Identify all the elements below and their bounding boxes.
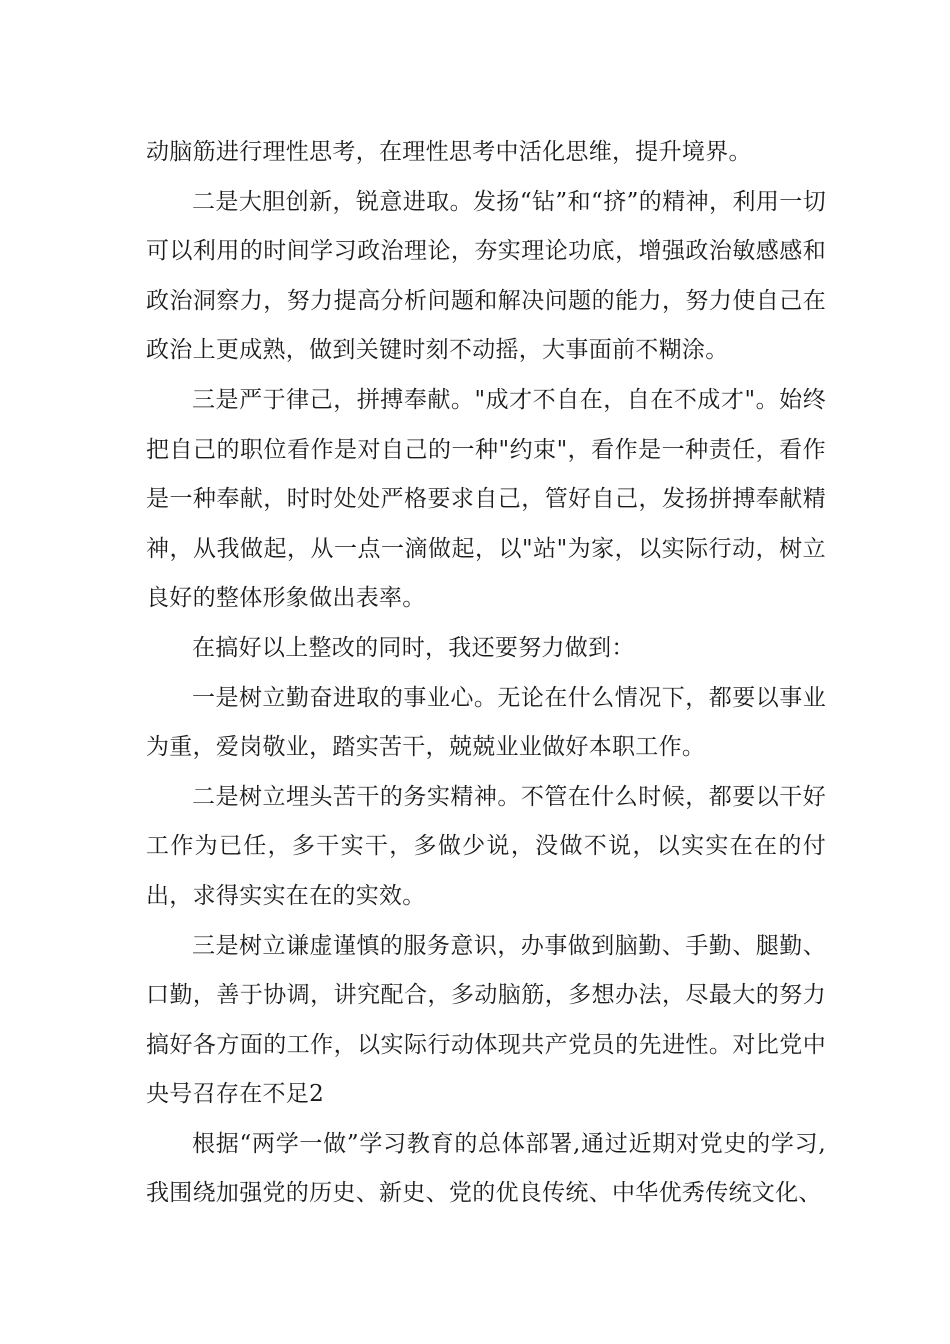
paragraph-1: 动脑筋进行理性思考，在理性思考中活化思维，提升境界。 [146, 139, 752, 165]
paragraph-2: 二是大胆创新，锐意进取。发扬“钻”和“挤”的精神，利用一切可以利用的时间学习政治理论，夯实理论功底，增强政治敏感感和政治洞察力，努力提高分析问题和解决问题的能力，努力使自己在政治上更成熟，做到关键时刻不动摇，大事面前不糊涂。 [146, 188, 826, 364]
paragraph-7: 三是树立谦虚谨慎的服务意识，办事做到脑勤、手勤、腿勤、口勤，善于协调，讲究配合，多动脑筋，多想办法，尽最大的努力搞好各方面的工作，以实际行动体现共产党员的先进性。对比党中央号召存在不足2 [146, 932, 826, 1108]
paragraph-4: 在搞好以上整改的同时，我还要努力做到： [192, 634, 635, 661]
paragraph-5: 一是树立勤奋进取的事业心。无论在什么情况下，都要以事业为重，爱岗敬业，踏实苦干，兢兢业业做好本职工作。 [146, 684, 826, 761]
paragraph-3: 三是严于律己，拼搏奉献。"成才不自在，自在不成才"。始终把自己的职位看作是对自己的一种"约束"，看作是一种责任，看作是一种奉献，时时处处严格要求自己，管好自己，发扬拼搏奉献精神，从我做起，从一点一滴做起，以"站"为家，以实际行动，树立良好的整体形象做出表率。 [146, 386, 826, 612]
paragraph-6: 二是树立埋头苦干的务实精神。不管在什么时候，都要以干好工作为已任，多干实干，多做少说，没做不说，以实实在在的付出，求得实实在在的实效。 [146, 783, 826, 909]
paragraph-8: 根据“两学一做”学习教育的总体部署,通过近期对党史的学习,我围绕加强党的历史、新史、党的优良传统、中华优秀传统文化、 [146, 1130, 826, 1207]
document-body [146, 128, 826, 1219]
